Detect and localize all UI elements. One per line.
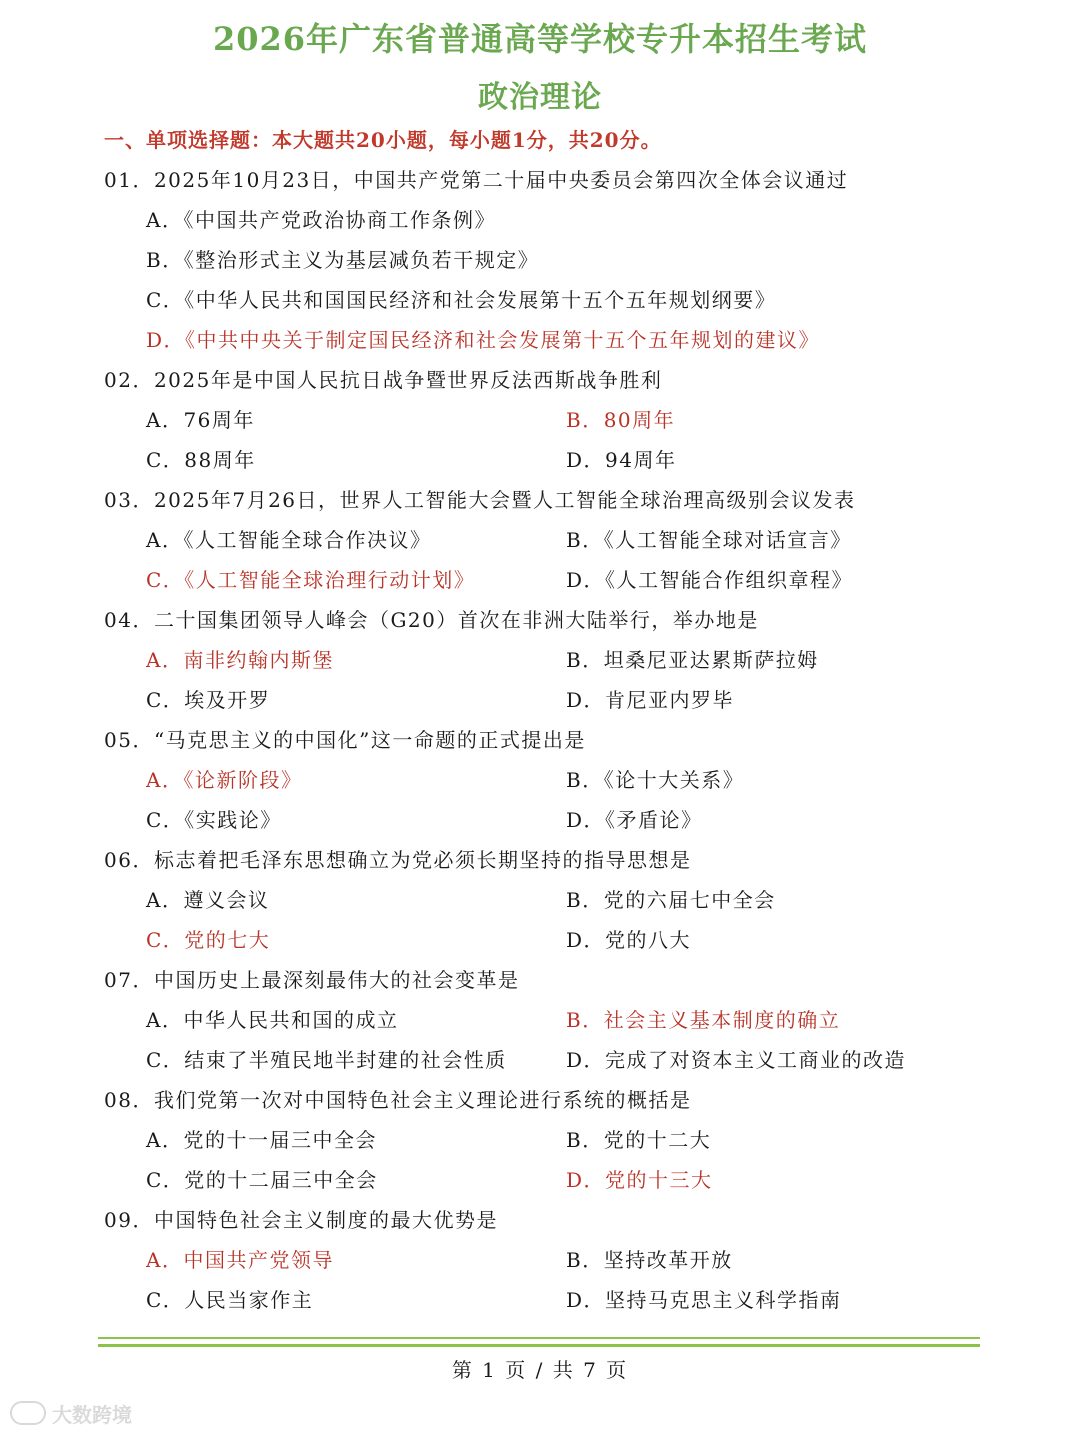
footer-divider-thick — [98, 1344, 980, 1347]
option-text-answer: D．党的十三大 — [566, 1168, 713, 1192]
question-stem: 02．2025年是中国人民抗日战争暨世界反法西斯战争胜利 — [104, 368, 663, 392]
option-text: A．中华人民共和国的成立 — [146, 1008, 399, 1032]
option-text: C．《实践论》 — [146, 808, 282, 832]
question-stem: 01．2025年10月23日，中国共产党第二十届中央委员会第四次全体会议通过 — [104, 168, 849, 192]
option-text: D．肯尼亚内罗毕 — [566, 688, 735, 712]
question-stem: 06．标志着把毛泽东思想确立为党必须长期坚持的指导思想是 — [104, 848, 692, 872]
option-text: B．坚持改革开放 — [566, 1248, 733, 1272]
option-text-answer: A．南非约翰内斯堡 — [146, 648, 334, 672]
option-text: D．94周年 — [566, 448, 677, 472]
subject-title: 政治理论 — [478, 80, 602, 115]
option-text: A．76周年 — [146, 408, 255, 432]
question-stem: 04．二十国集团领导人峰会（G20）首次在非洲大陆举行，举办地是 — [104, 608, 759, 632]
option-text: A．党的十一届三中全会 — [146, 1128, 377, 1152]
question-stem: 03．2025年7月26日，世界人工智能大会暨人工智能全球治理高级别会议发表 — [104, 488, 856, 512]
footer-divider — [98, 1337, 980, 1339]
option-text: B．党的六届七中全会 — [566, 888, 776, 912]
option-text: A．《人工智能全球合作决议》 — [146, 528, 432, 552]
question-stem: 08．我们党第一次对中国特色社会主义理论进行系统的概括是 — [104, 1088, 692, 1112]
option-text: B．《人工智能全球对话宣言》 — [566, 528, 852, 552]
option-text: A．《中国共产党政治协商工作条例》 — [146, 208, 496, 232]
option-text: D．完成了对资本主义工商业的改造 — [566, 1048, 907, 1072]
option-text-answer: C．党的七大 — [146, 928, 271, 952]
question-stem: 05．“马克思主义的中国化”这一命题的正式提出是 — [104, 728, 586, 752]
option-text: D．《人工智能合作组织章程》 — [566, 568, 854, 592]
section-heading: 一、单项选择题：本大题共20小题，每小题1分，共20分。 — [104, 128, 662, 152]
option-text: C．人民当家作主 — [146, 1288, 314, 1312]
option-text-answer: A．中国共产党领导 — [146, 1248, 334, 1272]
watermark-logo-icon — [10, 1401, 46, 1425]
option-text: B．党的十二大 — [566, 1128, 712, 1152]
option-text: C．结束了半殖民地半封建的社会性质 — [146, 1048, 507, 1072]
option-text: D．《矛盾论》 — [566, 808, 703, 832]
option-text-answer: D．《中共中央关于制定国民经济和社会发展第十五个五年规划的建议》 — [146, 328, 821, 352]
option-text: B．坦桑尼亚达累斯萨拉姆 — [566, 648, 819, 672]
option-text: B．《整治形式主义为基层减负若干规定》 — [146, 248, 540, 272]
option-text-answer: B．80周年 — [566, 408, 676, 432]
option-text-answer: C．《人工智能全球治理行动计划》 — [146, 568, 476, 592]
option-text: D．党的八大 — [566, 928, 692, 952]
option-text-answer: A．《论新阶段》 — [146, 768, 303, 792]
option-text: A．遵义会议 — [146, 888, 270, 912]
option-text: D．坚持马克思主义科学指南 — [566, 1288, 842, 1312]
option-text: C．党的十二届三中全会 — [146, 1168, 378, 1192]
option-text: B．《论十大关系》 — [566, 768, 745, 792]
question-stem: 09．中国特色社会主义制度的最大优势是 — [104, 1208, 498, 1232]
option-text: C．埃及开罗 — [146, 688, 271, 712]
question-stem: 07．中国历史上最深刻最伟大的社会变革是 — [104, 968, 520, 992]
exam-title: 2026年广东省普通高等学校专升本招生考试 — [212, 20, 868, 58]
watermark — [10, 1398, 132, 1428]
option-text: C．《中华人民共和国国民经济和社会发展第十五个五年规划纲要》 — [146, 288, 777, 312]
page-number: 第 1 页 / 共 7 页 — [451, 1358, 629, 1382]
option-text-answer: B．社会主义基本制度的确立 — [566, 1008, 841, 1032]
watermark-text: 大数跨境 — [52, 1402, 132, 1427]
option-text: C．88周年 — [146, 448, 256, 472]
